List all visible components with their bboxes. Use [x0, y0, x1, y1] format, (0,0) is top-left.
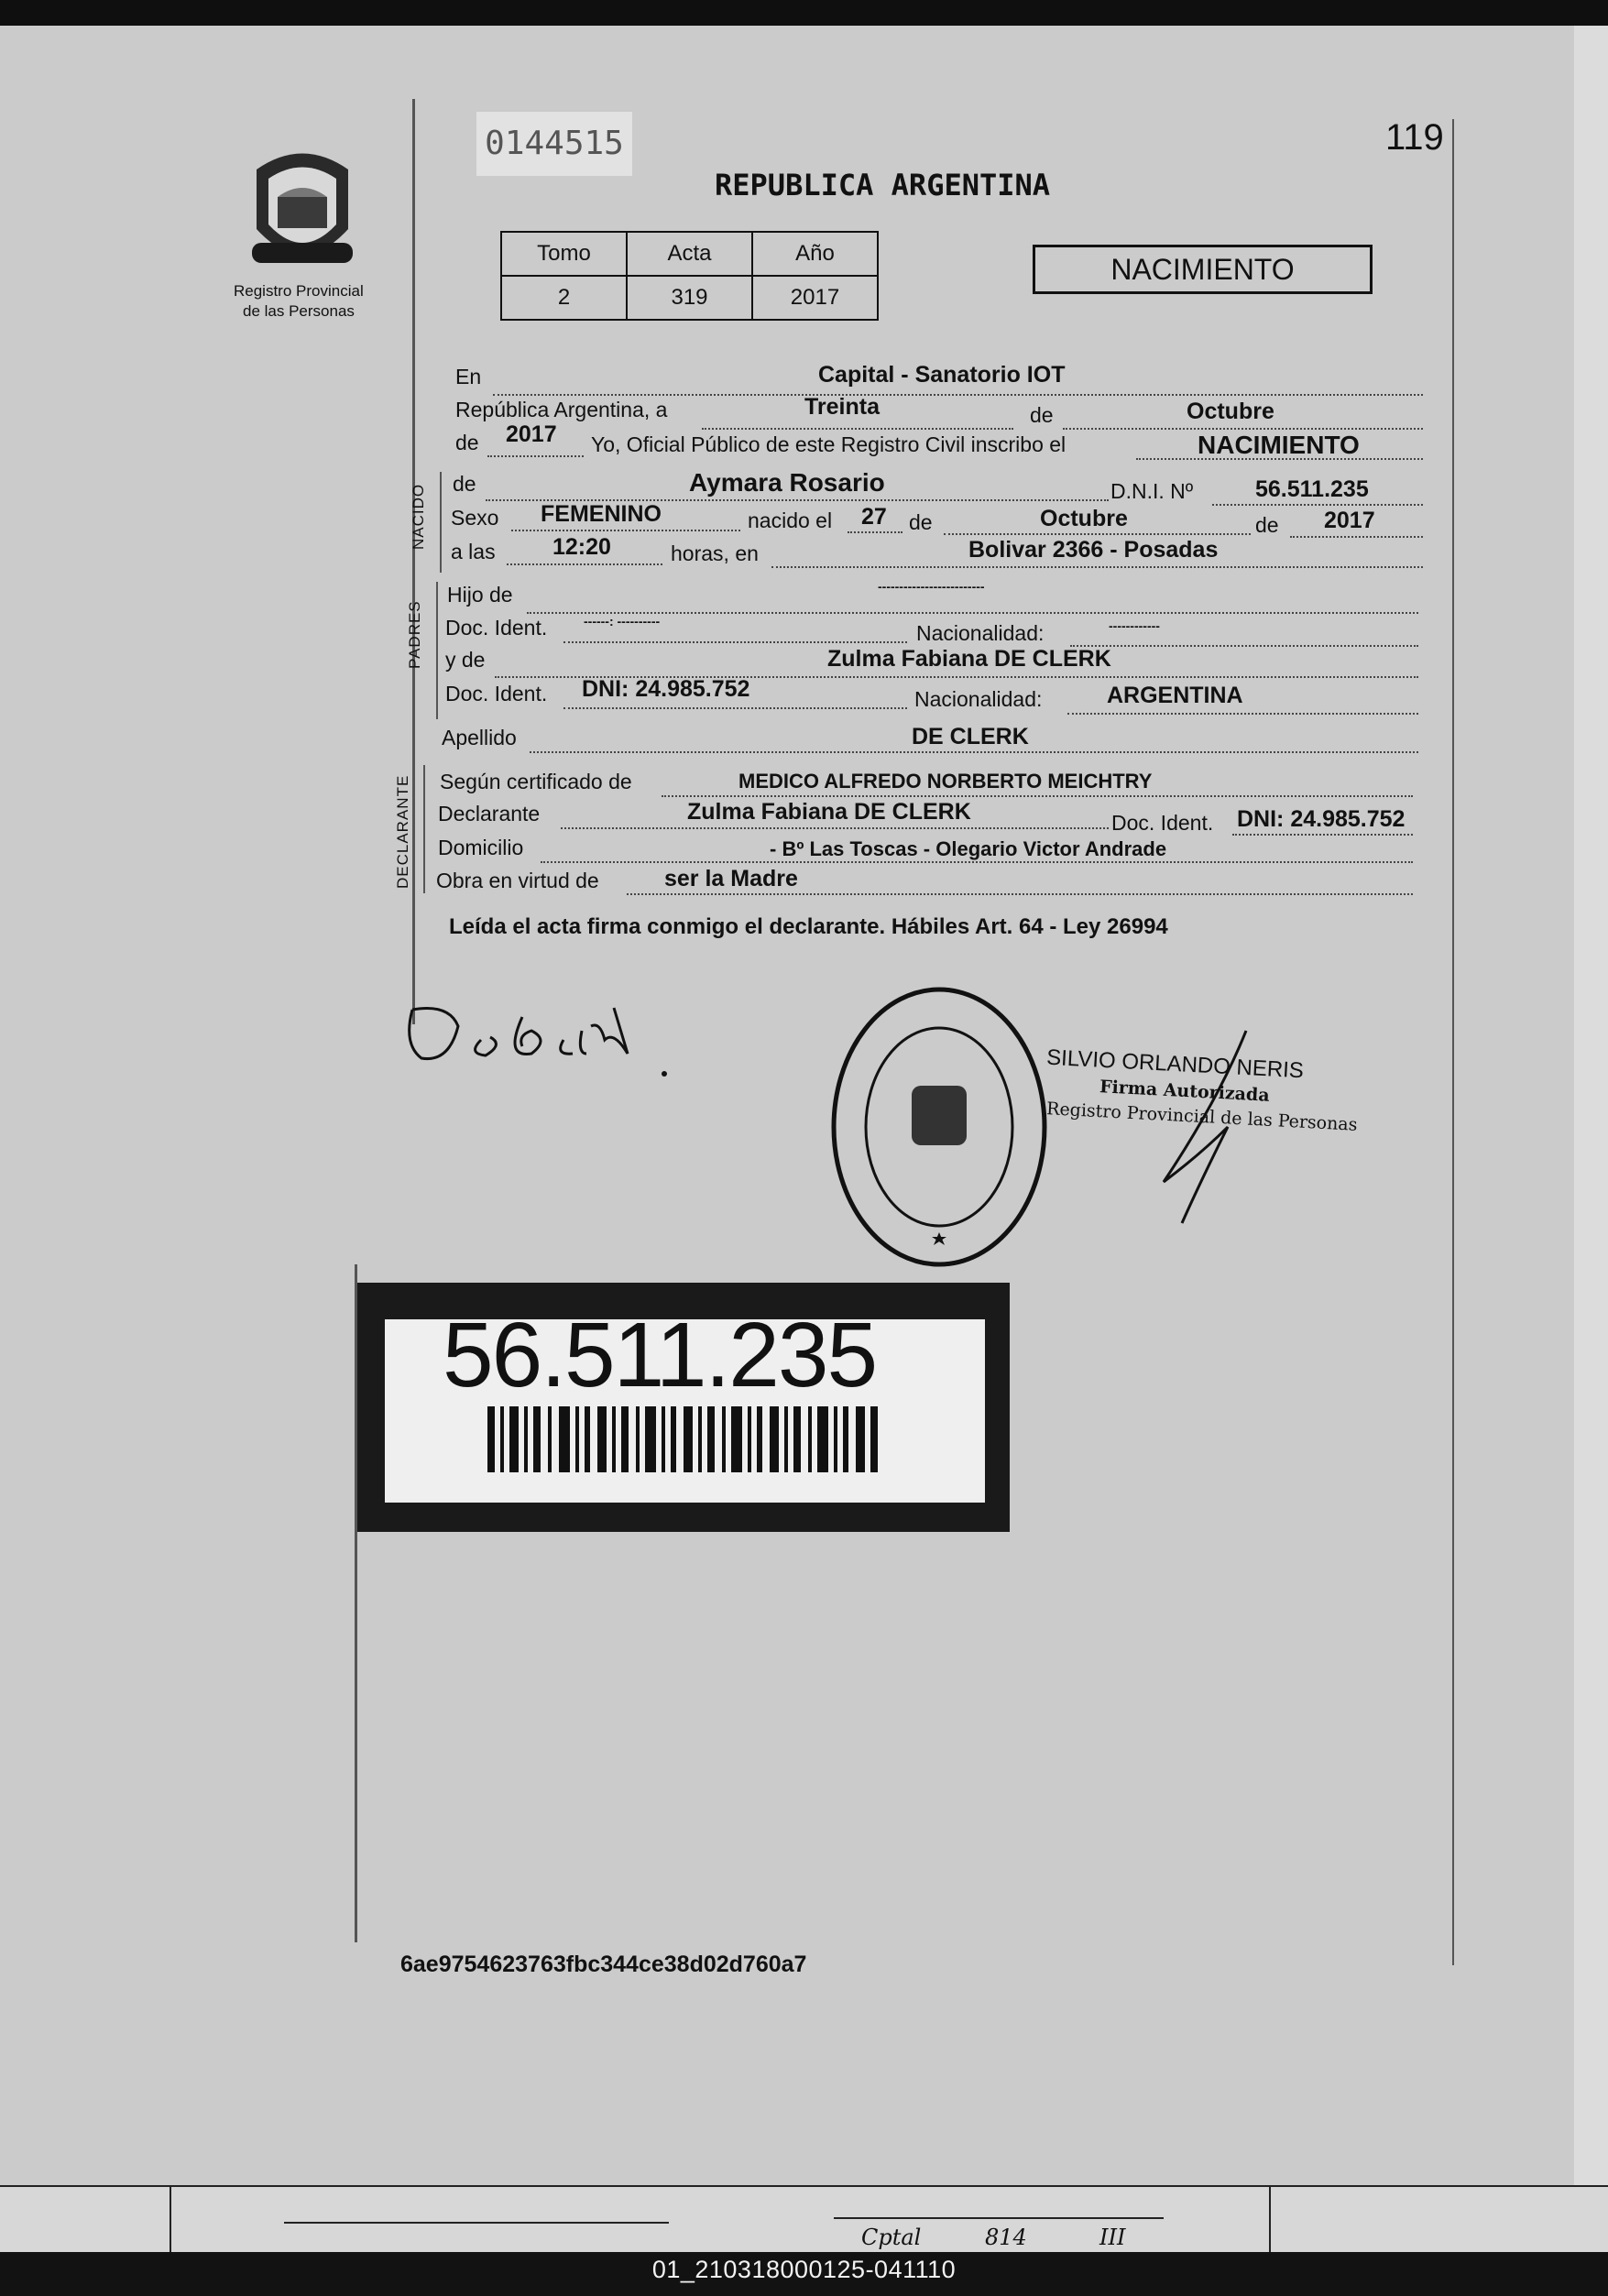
dotted-line	[627, 893, 1413, 895]
address-value: - Bº Las Toscas - Olegario Victor Andrade	[770, 837, 1167, 860]
scan-file-id: 01_210318000125-041110	[651, 2256, 957, 2283]
label-obra: Obra en virtud de	[436, 869, 599, 892]
dotted-line	[1212, 504, 1423, 506]
dotted-line	[1067, 713, 1418, 715]
dotted-line	[702, 428, 1013, 430]
section-label-nacido: NACIDO	[410, 483, 427, 550]
place-value: Capital - Sanatorio IOT	[818, 362, 1066, 388]
year-value: 2017	[506, 421, 557, 447]
label-de-name: de	[453, 472, 476, 496]
underlying-field-c: III	[1099, 2225, 1126, 2250]
time-value: 12:20	[552, 534, 611, 560]
dotted-line	[527, 612, 1418, 614]
declarant-doc-value: DNI: 24.985.752	[1237, 806, 1406, 832]
barcode-bars	[487, 1406, 881, 1472]
official-signature	[1145, 1026, 1264, 1228]
declarant-value: Zulma Fabiana DE CLERK	[687, 799, 971, 825]
month-words-value: Octubre	[1187, 399, 1274, 424]
label-doc-ident-declarant: Doc. Ident.	[1111, 811, 1214, 835]
dni-value: 56.511.235	[1255, 476, 1369, 502]
table-header: Tomo	[501, 232, 627, 276]
underlying-line	[1269, 2185, 1271, 2252]
table-header: Acta	[627, 232, 752, 276]
mother-value: Zulma Fabiana DE CLERK	[827, 646, 1111, 672]
control-number-stamp: 0144515	[476, 112, 632, 176]
event-value: NACIMIENTO	[1198, 431, 1360, 459]
mother-nat-value: ARGENTINA	[1107, 683, 1243, 708]
section-divider	[423, 765, 425, 893]
father-doc-value: ------: ----------	[584, 614, 661, 629]
dotted-line	[530, 751, 1418, 753]
barcode-number: 56.511.235	[443, 1304, 877, 1406]
acta-value: 319	[627, 276, 752, 320]
document-type-box	[1033, 245, 1373, 294]
day-words-value: Treinta	[804, 394, 880, 420]
registry-name-line2: de las Personas	[243, 302, 355, 320]
name-value: Aymara Rosario	[689, 468, 885, 497]
label-doc-ident-father: Doc. Ident.	[445, 616, 548, 640]
section-divider	[436, 582, 438, 719]
country-title: REPUBLICA ARGENTINA	[715, 168, 1051, 202]
right-margin-line	[1452, 119, 1454, 1965]
page-number: 119	[1385, 117, 1444, 158]
label-a-las: a las	[451, 540, 496, 563]
document-hash: 6ae9754623763fbc344ce38d02d760a7	[400, 1952, 807, 1977]
dotted-line	[487, 455, 584, 457]
dotted-line	[493, 394, 1423, 396]
label-nacionalidad-mother: Nacionalidad:	[914, 687, 1043, 711]
dotted-line	[561, 827, 1109, 829]
dotted-line	[507, 563, 662, 565]
misiones-coat-of-arms-logo	[243, 142, 362, 279]
certificate-value: MEDICO ALFREDO NORBERTO MEICHTRY	[738, 770, 1153, 793]
registry-seal-stamp	[825, 980, 1054, 1274]
underlying-field-b: 814	[985, 2225, 1027, 2250]
label-sexo: Sexo	[451, 506, 499, 530]
document-type: NACIMIENTO	[1110, 253, 1295, 286]
label-de-birth-year: de	[1255, 513, 1279, 537]
birth-year-value: 2017	[1324, 508, 1375, 533]
label-de-month: de	[909, 510, 933, 534]
label-apellido: Apellido	[442, 726, 517, 749]
dotted-line	[662, 795, 1413, 797]
father-value: -------------------------	[878, 579, 985, 594]
mother-doc-value: DNI: 24.985.752	[582, 676, 750, 702]
official-name: SILVIO ORLANDO NERIS	[1045, 1044, 1305, 1084]
ano-value: 2017	[752, 276, 878, 320]
label-segun-certificado: Según certificado de	[440, 770, 632, 793]
official-org: Registro Provincial de las Personas	[1045, 1099, 1358, 1135]
label-declarante: Declarante	[438, 802, 541, 825]
section-label-declarante: DECLARANTE	[394, 774, 411, 889]
label-dni: D.N.I. Nº	[1110, 479, 1194, 503]
reading-statement: Leída el acta firma conmigo el declarante. Hábiles Art. 64 - Ley 26994	[449, 914, 1168, 939]
dotted-line	[1232, 834, 1413, 836]
label-horas-en: horas, en	[671, 541, 759, 565]
tomo-value: 2	[501, 276, 627, 320]
declarant-handwritten-signature	[394, 989, 687, 1090]
underlying-document	[0, 2185, 1608, 2254]
underlying-field-a: Cptal	[861, 2225, 922, 2250]
label-en: En	[455, 365, 482, 388]
sex-value: FEMENINO	[541, 501, 662, 527]
dotted-line	[563, 641, 907, 643]
dotted-line	[541, 861, 1413, 863]
label-doc-ident-mother: Doc. Ident.	[445, 682, 548, 705]
label-domicilio: Domicilio	[438, 836, 524, 859]
underlying-line	[834, 2217, 1164, 2219]
official-title: Firma Autorizada	[1099, 1077, 1271, 1106]
dotted-line	[563, 707, 907, 709]
left-margin-line	[412, 99, 415, 1024]
surname-value: DE CLERK	[912, 724, 1029, 749]
dotted-line	[771, 566, 1423, 568]
dotted-line	[1063, 428, 1423, 430]
birth-month-value: Octubre	[1040, 506, 1128, 531]
label-de-year: de	[455, 431, 479, 454]
father-nat-value: ------------	[1109, 618, 1160, 633]
capacity-value: ser la Madre	[664, 866, 798, 891]
page-edge	[1574, 26, 1608, 2252]
dotted-line	[1070, 645, 1418, 647]
label-de-mid: de	[1030, 403, 1054, 427]
section-divider	[440, 472, 442, 573]
underlying-line	[170, 2185, 171, 2252]
scan-top-border	[0, 0, 1608, 26]
birth-day-value: 27	[861, 504, 887, 530]
label-nacido-el: nacido el	[748, 508, 833, 532]
label-yo-oficial: Yo, Oficial Público de este Registro Civil inscribo el	[591, 432, 1067, 456]
record-table	[500, 231, 879, 321]
registry-name-line1: Registro Provincial	[234, 282, 364, 300]
label-nacionalidad-father: Nacionalidad:	[916, 621, 1045, 645]
birth-place-value: Bolivar 2366 - Posadas	[968, 537, 1219, 563]
section-label-padres: PADRES	[406, 600, 423, 669]
label-hijo-de: Hijo de	[447, 583, 513, 607]
underlying-line	[284, 2222, 669, 2224]
dotted-line	[511, 530, 740, 531]
table-header: Año	[752, 232, 878, 276]
dotted-line	[1290, 536, 1423, 538]
dotted-line	[944, 533, 1251, 535]
label-y-de: y de	[445, 648, 486, 672]
label-republica: República Argentina, a	[455, 398, 668, 421]
seal-inner-text	[1, 1, 10, 2]
dotted-line	[848, 531, 902, 533]
